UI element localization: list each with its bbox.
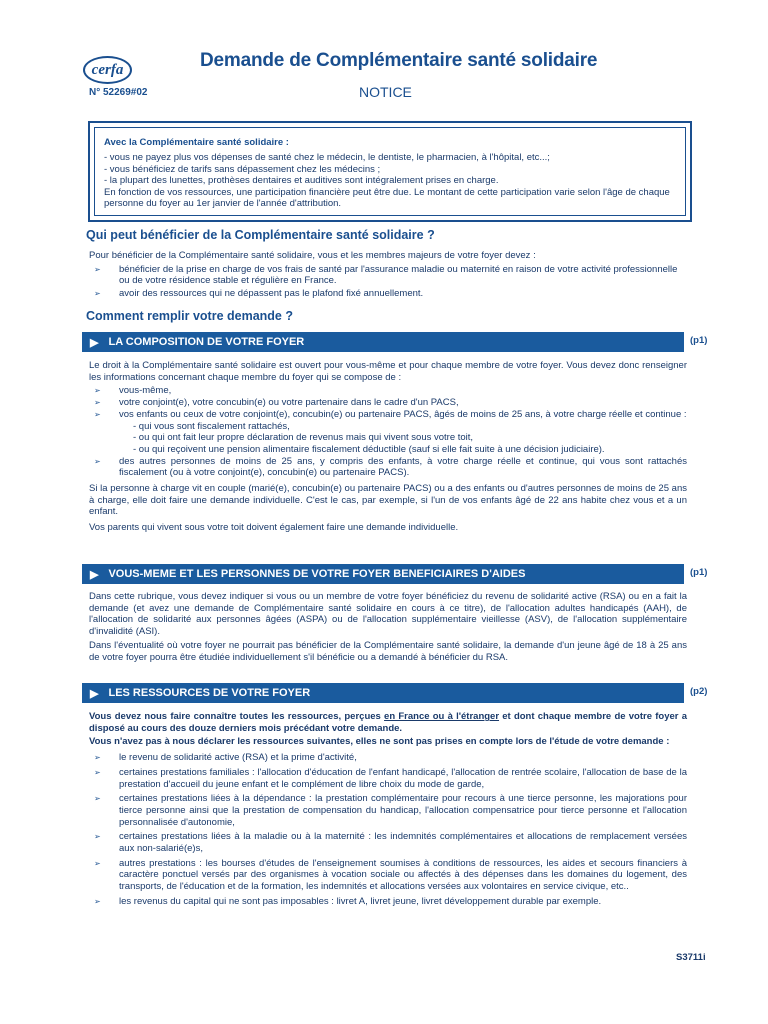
sub-item: - ou qui reçoivent une pension alimentaire fiscalement déductible (sauf si elle fait suite à une décision judiciaire). — [133, 443, 605, 455]
page-ref: (p1) — [690, 567, 708, 578]
section-label: VOUS-MEME ET LES PERSONNES DE VOTRE FOYER BENEFICIAIRES D'AIDES — [108, 568, 526, 580]
section3-bold-para: Vous devez nous faire connaître toutes les ressources, perçues en France ou à l'étranger et dont chaque membre de votre foyer a disposé au cours des douze derniers mois précédant votre demande. — [89, 711, 687, 734]
page-ref: (p1) — [690, 335, 708, 346]
section3-body — [89, 711, 687, 908]
page-subtitle: NOTICE — [359, 84, 412, 100]
who-item: ➢ bénéficier de la prise en charge de vos frais de santé par l'assurance maladie ou maternité en raison de votre activité professionnelle ou de votre résidence stable et régulière en France. — [89, 264, 679, 287]
section-bar-ressources — [82, 683, 684, 703]
section-label: LES RESSOURCES DE VOTRE FOYER — [108, 687, 311, 699]
list-item: ➢ votre conjoint(e), votre concubin(e) ou votre partenaire dans le cadre d'un PACS, — [89, 397, 687, 409]
sub-item: - ou qui ont fait leur propre déclaration de revenus mais qui vivent sous votre toit, — [133, 432, 474, 444]
list-item: ➢ certaines prestations familiales : l'allocation d'éducation de l'enfant handicapé, l'allocation de rentrée scolaire, l'allocation de base de la prestation d'accueil du jeune enfant et le complément de libre choix du mode de garde, — [89, 767, 687, 790]
arrow-right-icon: ▶ — [90, 336, 99, 349]
intro-note: En fonction de vos ressources, une participation financière peut être due. Le montant de cette participation varie selon l'âge de chaque personne du foyer au 1er janvier de l'année d'attribution. — [104, 186, 670, 210]
section2-body — [89, 591, 687, 663]
who-section — [89, 250, 679, 300]
section1-para: Vos parents qui vivent sous votre toit doivent également faire une demande individuelle. — [89, 522, 459, 534]
section1-body — [89, 360, 687, 534]
list-item: ➢ les revenus du capital qui ne sont pas imposables : livret A, livret jeune, livret développement durable par exemple. — [89, 896, 687, 908]
section1-para: Si la personne à charge vit en couple (marié(e), concubin(e) ou partenaire PACS) ou a des enfants ou d'autres personnes de moins de 25 ans à charge, elle doit faire une demande individuelle. C'est le cas, par exemple, si l'un de vos enfants âgé de 22 ans habite chez vous et a un enfant. — [89, 483, 687, 518]
intro-line: - vous ne payez plus vos dépenses de santé chez le médecin, le dentiste, le pharmacien, à l'hôpital, etc...; — [104, 152, 550, 164]
arrow-right-icon: ▶ — [90, 568, 99, 581]
cerfa-logo — [83, 56, 132, 84]
arrow-right-icon: ▶ — [90, 687, 99, 700]
list-item: ➢ certaines prestations liées à la maladie ou à la maternité : les indemnités complémentaires et allocations de remplacement versées aux non-salarié(e)s, — [89, 831, 687, 854]
sub-item: - qui vous sont fiscalement rattachés, — [133, 420, 290, 432]
section2-para: Dans l'éventualité où votre foyer ne pourrait pas bénéficier de la Complémentaire santé solidaire, la demande d'un jeune âgé de 18 à 25 ans de votre foyer pourra être étudiée individuellement s'il bénéficie ou a demandé à bénéficier du RSA. — [89, 639, 687, 663]
footer-code: S3711i — [676, 952, 706, 963]
list-item: ➢ certaines prestations liées à la dépendance : la prestation complémentaire pour recours à une tierce personne, les majorations pour tierce personne ainsi que la prestation de compensation du handicap, l'allocation compensatrice pour tierce personne et l'allocation personnalisée d'autonomie, — [89, 793, 687, 828]
list-item: ➢ le revenu de solidarité active (RSA) et la prime d'activité, — [89, 752, 687, 764]
intro-line: - vous bénéficiez de tarifs sans dépassement chez les médecins ; — [104, 163, 381, 175]
list-item: ➢ vous-même, — [89, 385, 687, 397]
who-item: ➢ avoir des ressources qui ne dépassent pas le plafond fixé annuellement. — [89, 288, 679, 300]
logo-text: cerfa — [91, 61, 124, 78]
who-lead: Pour bénéficier de la Complémentaire santé solidaire, vous et les membres majeurs de votre foyer devez : — [89, 250, 536, 261]
list-item: ➢ vos enfants ou ceux de votre conjoint(e), concubin(e) ou partenaire PACS, âgés de moins de 25 ans, à votre charge réelle et continue : — [89, 409, 687, 421]
list-item: ➢ des autres personnes de moins de 25 ans, y compris des enfants, à votre charge réelle et continue, qui vous sont rattachés fiscalement (ou à votre conjoint(e), concubin(e) ou partenaire PACS). — [89, 456, 687, 479]
section2-para: Dans cette rubrique, vous devez indiquer si vous ou un membre de votre foyer bénéficiez du revenu de solidarité active (RSA) ou en a fait la demande (et avez une demande de Complémentaire santé solidaire en cours à ce titre), de l'allocation adultes handicapés (AAH), de l'allocation de solidarité aux personnes âgées (ASPA) ou de l'allocation supplémentaire vieillesse (ASV), de l'allocation supplémentaire d'invalidité (ASI). — [89, 591, 687, 638]
intro-box-text — [104, 137, 684, 209]
form-number: N° 52269#02 — [89, 87, 148, 98]
section-bar-composition — [82, 332, 684, 352]
intro-line: - la plupart des lunettes, prothèses dentaires et auditives sont intégralement prises en charge. — [104, 175, 499, 187]
section3-bold-para: Vous n'avez pas à nous déclarer les ressources suivantes, elles ne sont pas prises en compte lors de l'étude de votre demande : — [89, 736, 670, 748]
list-item: ➢ autres prestations : les bourses d'études de l'enseignement soumises à conditions de ressources, les aides et secours financiers à caractère ponctuel versés par des organismes à vocation sociale ou affectés à des dépenses dans les domaines du logement, des transports, de l'éducation et de la formation, les indemnités et allocations versées aux volontaires en service civique, etc.. — [89, 858, 687, 893]
section-label: LA COMPOSITION DE VOTRE FOYER — [108, 336, 305, 348]
intro-heading: Avec la Complémentaire santé solidaire : — [104, 137, 289, 148]
section-bar-beneficiaires — [82, 564, 684, 584]
page-ref: (p2) — [690, 686, 708, 697]
page-title: Demande de Complémentaire santé solidaire — [200, 50, 598, 71]
section1-para: Le droit à la Complémentaire santé solidaire est ouvert pour vous-même et pour chaque membre de votre foyer. Vous devez donc renseigner les informations concernant chaque membre du foyer qui se compose de : — [89, 360, 687, 383]
who-heading: Qui peut bénéficier de la Complémentaire santé solidaire ? — [86, 228, 435, 242]
how-heading: Comment remplir votre demande ? — [86, 309, 293, 323]
